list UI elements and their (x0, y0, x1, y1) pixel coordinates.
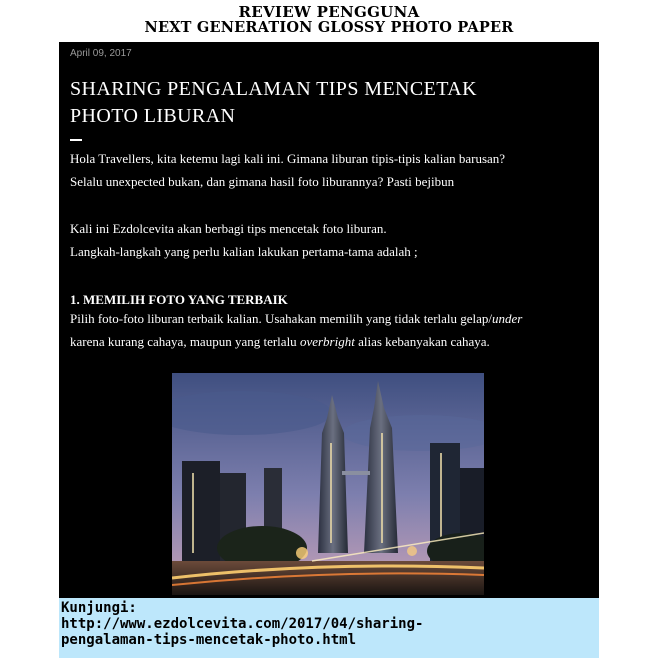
section-text-a: Pilih foto-foto liburan terbaik kalian. Usahakan memilih yang tidak terlalu gelap/ (70, 311, 493, 326)
section-text-c: alias kebanyakan cahaya. (354, 334, 490, 349)
review-header (0, 4, 658, 36)
section-text-under: under (492, 311, 523, 326)
visit-link-banner[interactable] (59, 598, 599, 658)
visit-label: Kunjungi: (61, 600, 137, 616)
skyline-image (172, 373, 484, 595)
header-subtitle: NEXT GENERATION GLOSSY PHOTO PAPER (144, 19, 514, 36)
visit-url-line-1[interactable]: http://www.ezdolcevita.com/2017/04/sharing- (61, 616, 424, 632)
header-title: REVIEW PENGGUNA (238, 3, 420, 21)
intro-line-2: Selalu unexpected bukan, dan gimana hasil foto liburannya? Pasti bejibun (70, 174, 455, 189)
title-divider (70, 139, 82, 141)
section-text-b: karena kurang cahaya, maupun yang terlalu (70, 334, 300, 349)
second-line-1: Kali ini Ezdolcevita akan berbagi tips mencetak foto liburan. (70, 221, 387, 236)
second-line-2: Langkah-langkah yang perlu kalian lakukan pertama-tama adalah ; (70, 244, 418, 259)
post-date: April 09, 2017 (70, 48, 132, 59)
section-text-overbright: overbright (299, 334, 355, 349)
second-paragraph (70, 217, 595, 263)
visit-url-line-2[interactable]: pengalaman-tips-mencetak-photo.html (61, 632, 357, 648)
post-title[interactable]: SHARING PENGALAMAN TIPS MENCETAK PHOTO LIBURAN (70, 78, 477, 127)
blog-post-screenshot (59, 42, 599, 598)
intro-line-1: Hola Travellers, kita ketemu lagi kali ini. Gimana liburan tipis-tipis kalian barusan? (70, 151, 506, 166)
intro-paragraph (70, 147, 595, 193)
section-paragraph (70, 307, 595, 353)
section-heading: 1. MEMILIH FOTO YANG TERBAIK (70, 292, 288, 307)
skyline-photo (172, 373, 484, 595)
